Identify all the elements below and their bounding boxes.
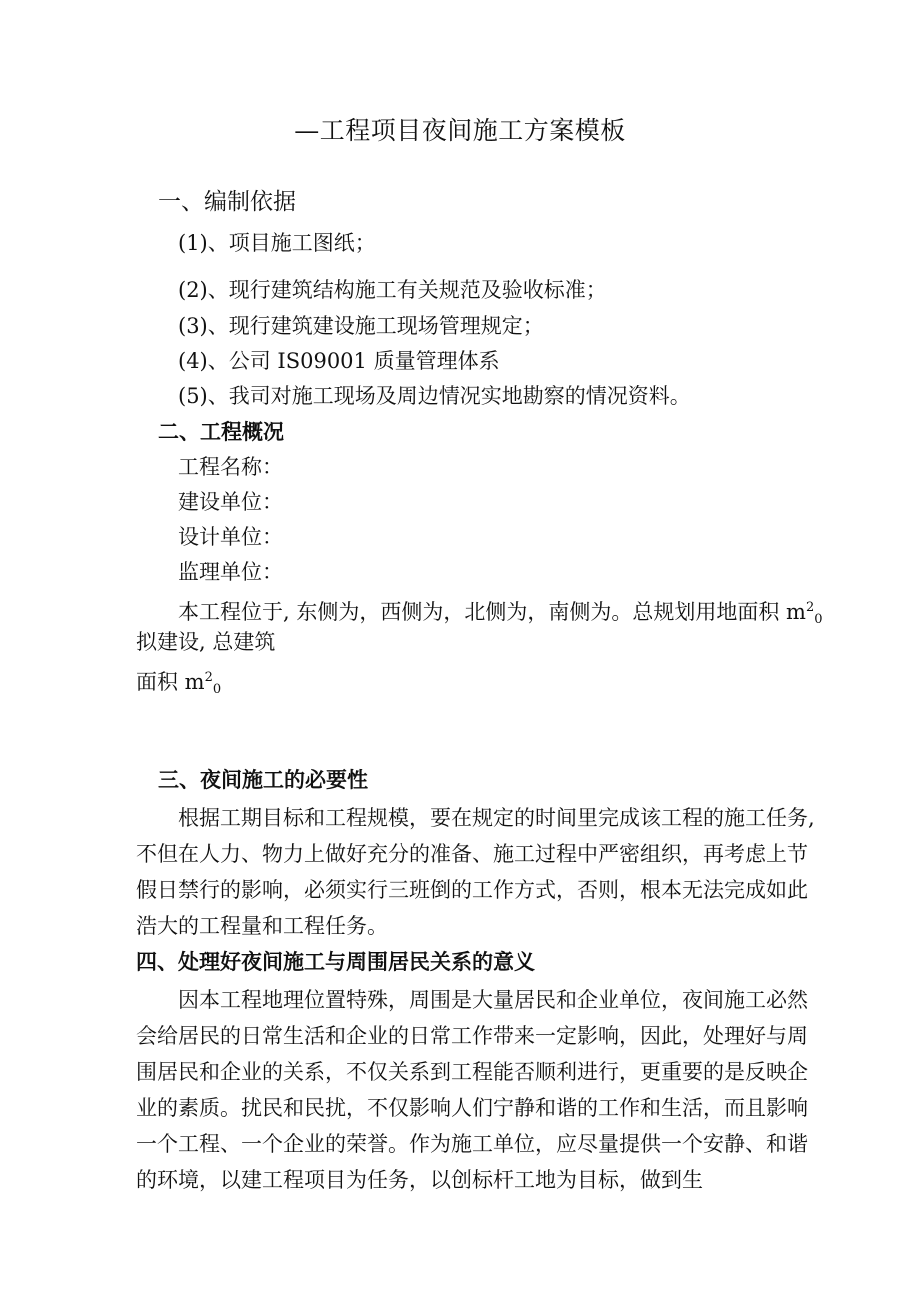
basis-item-4: (4)、公司 IS09001 质量管理体系 <box>178 349 500 373</box>
basis-item-3: (3)、现行建筑建设施工现场管理规定； <box>178 314 544 338</box>
overview-paragraph-line-3 <box>136 664 221 704</box>
overview-text: 面积 m <box>136 670 205 694</box>
significance-line-5: 一个工程、一个企业的荣誉。作为施工单位，应尽量提供一个安静、和谐 <box>136 1132 808 1156</box>
field-supervision-unit: 监理单位： <box>178 560 283 584</box>
section-4-heading: 四、处理好夜间施工与周围居民关系的意义 <box>136 949 535 974</box>
necessity-line-2: 不但在人力、物力上做好充分的准备、施工过程中严密组织，再考虑上节 <box>136 842 808 866</box>
significance-line-1: 因本工程地理位置特殊，周围是大量居民和企业单位，夜间施工必然 <box>178 988 808 1012</box>
section-3-heading: 三、夜间施工的必要性 <box>158 767 368 792</box>
field-construction-unit: 建设单位： <box>178 490 283 514</box>
superscript: 2 <box>805 600 815 615</box>
section-1-heading: 一、编制依据 <box>158 189 296 215</box>
basis-item-5: (5)、我司对施工现场及周边情况实地勘察的情况资料。 <box>178 384 691 408</box>
basis-item-1: (1)、项目施工图纸； <box>178 231 376 255</box>
basis-item-2: (2)、现行建筑结构施工有关规范及验收标准； <box>178 278 607 302</box>
overview-text: 本工程位于, 东侧为，西侧为，北侧为，南侧为。总规划用地面积 m <box>178 600 806 624</box>
necessity-line-3: 假日禁行的影响，必须实行三班倒的工作方式，否则，根本无法完成如此 <box>136 878 808 902</box>
field-design-unit: 设计单位： <box>178 525 283 549</box>
superscript: 2 <box>204 670 213 685</box>
subscript: 0 <box>814 612 823 627</box>
significance-line-4: 业的素质。扰民和民扰，不仅影响人们宁静和谐的工作和生活，而且影响 <box>136 1096 808 1120</box>
significance-line-2: 会给居民的日常生活和企业的日常工作带来一定影响，因此，处理好与周 <box>136 1024 808 1048</box>
section-2-heading: 二、工程概况 <box>158 419 284 444</box>
field-project-name: 工程名称： <box>178 455 283 479</box>
significance-line-3: 围居民和企业的关系，不仅关系到工程能否顺利进行，更重要的是反映企 <box>136 1060 808 1084</box>
necessity-line-1: 根据工期目标和工程规模，要在规定的时间里完成该工程的施工任务, <box>178 806 815 830</box>
necessity-line-4: 浩大的工程量和工程任务。 <box>136 914 388 938</box>
subscript: 0 <box>212 682 222 697</box>
significance-line-6: 的环境，以建工程项目为任务，以创标杆工地为目标，做到生 <box>136 1168 703 1192</box>
document-title: —工程项目夜间施工方案模板 <box>294 116 626 145</box>
overview-paragraph-line-2: 拟建设, 总建筑 <box>136 630 276 654</box>
